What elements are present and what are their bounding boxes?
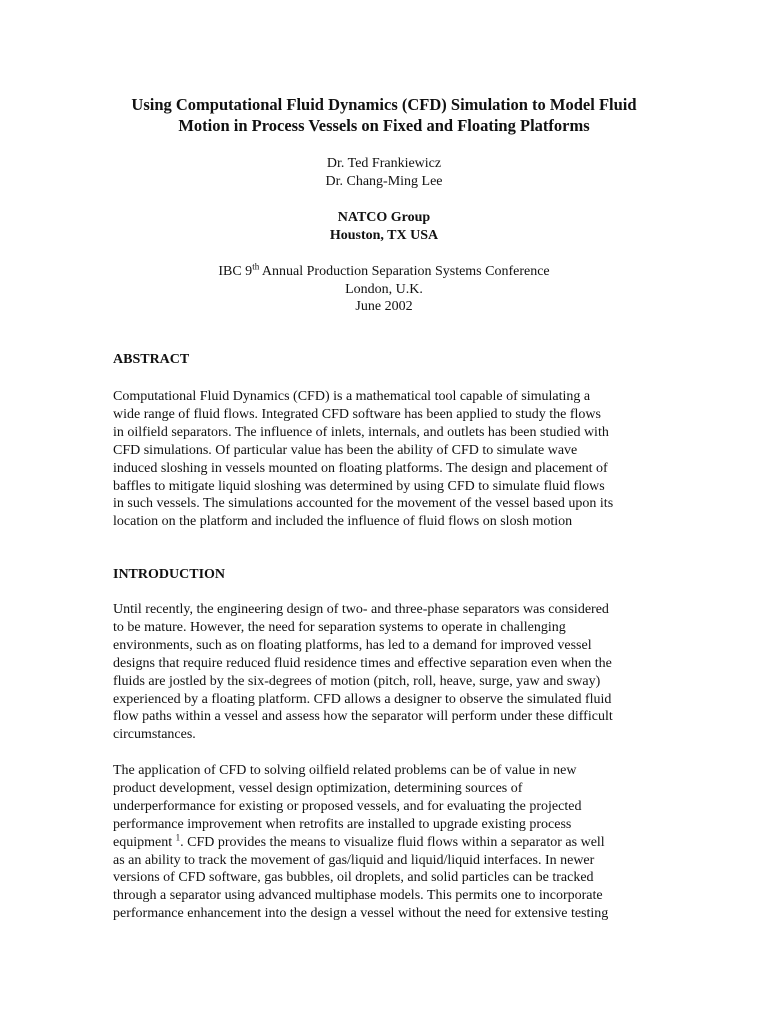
text-line: circumstances. xyxy=(113,727,196,743)
citation-marker: 1 xyxy=(175,831,181,842)
citation-tail-text: . CFD provides the means to visualize fluid flows within a separator as well xyxy=(180,834,605,850)
text-line: induced sloshing in vessels mounted on floating platforms. The design and placement of xyxy=(113,460,608,476)
introduction-paragraph-1 xyxy=(113,601,658,744)
conference-ordinal: th xyxy=(252,261,260,272)
introduction-paragraph-2 xyxy=(113,762,658,923)
text-line: designs that require reduced fluid residence times and effective separation even when the xyxy=(113,655,612,671)
text-line: flow paths within a vessel and assess how the separator will perform under these difficult xyxy=(113,709,613,725)
text-line-with-citation xyxy=(113,831,658,852)
text-line: fluids are jostled by the six-degrees of motion (pitch, roll, heave, surge, yaw and sway) xyxy=(113,673,601,689)
text-line: CFD simulations. Of particular value has been the ability of CFD to simulate wave xyxy=(113,442,578,458)
text-line: performance enhancement into the design a vessel without the need for extensive testing xyxy=(113,906,609,922)
organization-location: Houston, TX USA xyxy=(329,227,439,243)
conference-suffix: Annual Production Separation Systems Conference xyxy=(259,264,550,279)
text-line: Computational Fluid Dynamics (CFD) is a mathematical tool capable of simulating a xyxy=(113,389,591,404)
text-line: in oilfield separators. The influence of inlets, internals, and outlets has been studied with xyxy=(113,424,609,440)
text-line: performance improvement when retrofits are installed to upgrade existing process xyxy=(113,816,572,832)
author-name: Dr. Ted Frankiewicz xyxy=(326,156,442,171)
text-line: experienced by a floating platform. CFD allows a designer to observe the simulated fluid xyxy=(113,691,612,707)
organization-name: NATCO Group xyxy=(337,210,431,225)
text-line: as an ability to track the movement of gas/liquid and liquid/liquid interfaces. In newer xyxy=(113,852,595,868)
text-line: The application of CFD to solving oilfield related problems can be of value in new xyxy=(113,763,577,778)
text-line: baffles to mitigate liquid sloshing was determined by using CFD to simulate fluid flows xyxy=(113,478,605,494)
conference-city: London, U.K. xyxy=(345,281,423,297)
conference-info xyxy=(100,263,668,316)
text-line: to be mature. However, the need for separation systems to operate in challenging xyxy=(113,619,566,635)
author-list xyxy=(100,155,668,190)
conference-date: June 2002 xyxy=(355,299,413,314)
text-line: underperformance for existing or proposed vessels, and for evaluating the projected xyxy=(113,798,582,814)
introduction-heading: INTRODUCTION xyxy=(113,567,226,582)
text-line: product development, vessel design optimization, determining sources of xyxy=(113,780,523,796)
abstract-heading: ABSTRACT xyxy=(113,352,190,367)
abstract-paragraph xyxy=(113,388,658,531)
title-line: Motion in Process Vessels on Fixed and Floating Platforms xyxy=(178,116,590,135)
text-line: wide range of fluid flows. Integrated CFD software has been applied to study the flows xyxy=(113,406,601,422)
citation-lead-text: equipment xyxy=(113,834,176,850)
text-line: Until recently, the engineering design of two- and three-phase separators was considered xyxy=(113,602,609,617)
text-line: in such vessels. The simulations accounted for the movement of the vessel based upon its xyxy=(113,496,614,512)
text-line: location on the platform and included the influence of fluid flows on slosh motion xyxy=(113,514,573,530)
conference-prefix: IBC 9 xyxy=(218,264,253,279)
author-name: Dr. Chang-Ming Lee xyxy=(325,173,443,189)
paper-title xyxy=(100,94,668,136)
title-line: Using Computational Fluid Dynamics (CFD) Simulation to Model Fluid xyxy=(131,95,637,114)
text-line: through a separator using advanced multiphase models. This permits one to incorporate xyxy=(113,888,603,904)
text-line: versions of CFD software, gas bubbles, oil droplets, and solid particles can be tracked xyxy=(113,870,594,886)
affiliation xyxy=(100,209,668,244)
conference-name xyxy=(100,263,668,281)
text-line: environments, such as on floating platforms, has led to a demand for improved vessel xyxy=(113,637,592,653)
